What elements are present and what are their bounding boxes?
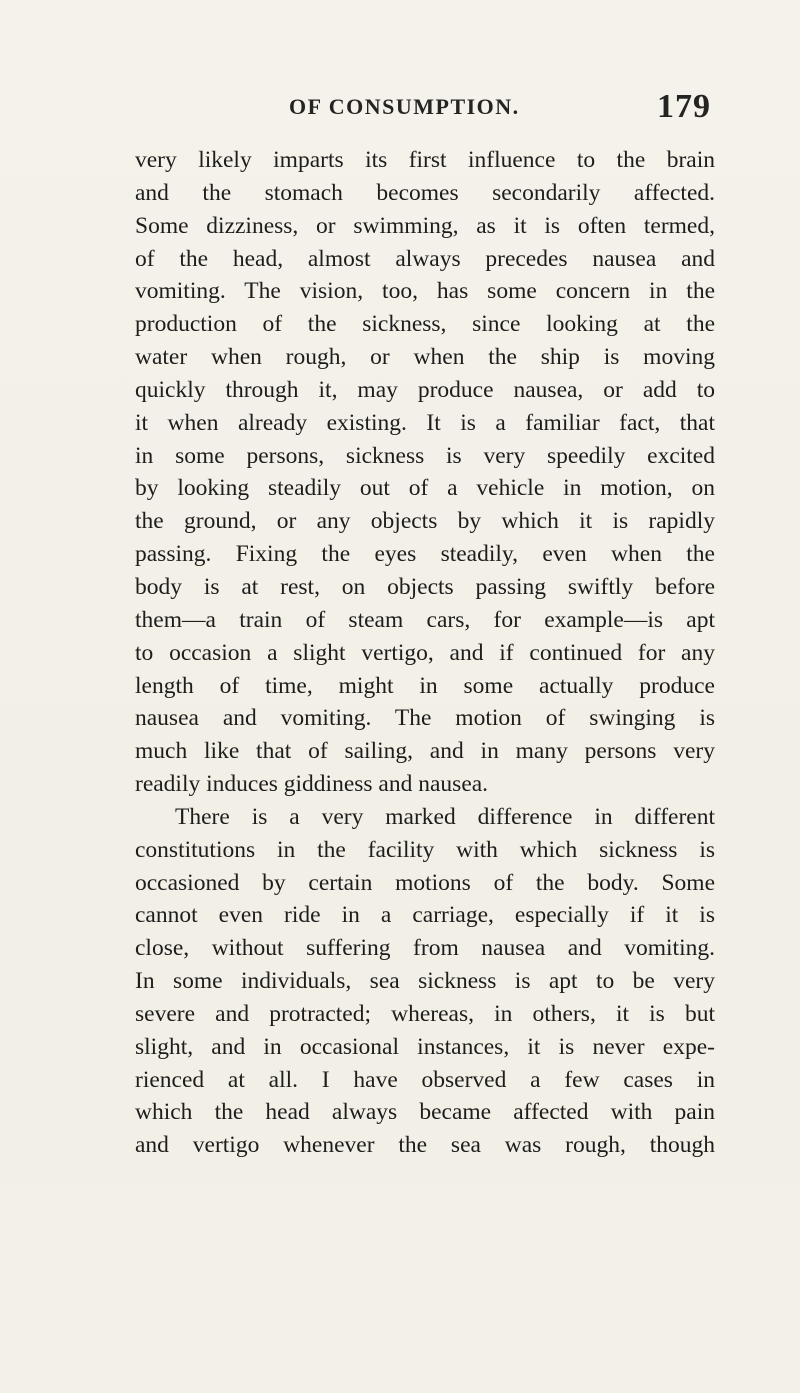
running-title: OF CONSUMPTION. xyxy=(289,94,520,119)
text-line: water when rough, or when the ship is moving xyxy=(135,344,715,371)
text-line: slight, and in occasional instances, it is never expe- xyxy=(135,1033,715,1060)
text-line: it when already existing. It is a familiar fact, that xyxy=(135,409,715,436)
text-line: nausea and vomiting. The motion of swinging is xyxy=(135,705,715,732)
text-line: body is at rest, on objects passing swiftly before xyxy=(135,573,715,600)
text-line: There is a very marked difference in different xyxy=(175,803,715,830)
text-line: cannot even ride in a carriage, especially if it is xyxy=(135,902,715,929)
text-line: the ground, or any objects by which it is rapidly xyxy=(135,508,715,535)
text-line: readily induces giddiness and nausea. xyxy=(135,771,489,798)
text-line: to occasion a slight vertigo, and if continued for any xyxy=(135,639,715,666)
text-line: much like that of sailing, and in many persons very xyxy=(135,738,715,765)
paragraph-2 xyxy=(135,801,715,1162)
text-line: close, without suffering from nausea and vomiting. xyxy=(135,935,715,962)
text-line: and vertigo whenever the sea was rough, though xyxy=(135,1132,715,1159)
text-line: severe and protracted; whereas, in others, it is but xyxy=(135,1000,715,1027)
text-line: in some persons, sickness is very speedily excited xyxy=(135,442,715,469)
text-line: vomiting. The vision, too, has some concern in the xyxy=(135,278,715,305)
text-line: production of the sickness, since looking at the xyxy=(135,311,715,338)
text-line: quickly through it, may produce nausea, or add to xyxy=(135,376,715,403)
paragraph-1 xyxy=(135,144,715,801)
text-line: In some individuals, sea sickness is apt to be very xyxy=(135,968,715,995)
text-line: passing. Fixing the eyes steadily, even when the xyxy=(135,541,715,568)
text-line: them—a train of steam cars, for example—is apt xyxy=(135,606,715,633)
text-line: Some dizziness, or swimming, as it is often termed, xyxy=(135,212,715,239)
running-head xyxy=(0,88,800,128)
body-text xyxy=(135,144,715,1162)
text-line: constitutions in the facility with which sickness is xyxy=(135,836,715,863)
text-line: and the stomach becomes secondarily affected. xyxy=(135,179,715,206)
text-line: which the head always became affected with pain xyxy=(135,1099,715,1126)
text-line: rienced at all. I have observed a few cases in xyxy=(135,1066,715,1093)
text-line: by looking steadily out of a vehicle in motion, on xyxy=(135,475,715,502)
text-line: occasioned by certain motions of the body. Some xyxy=(135,869,715,896)
text-line: of the head, almost always precedes nausea and xyxy=(135,245,715,272)
text-line: very likely imparts its first influence to the brain xyxy=(135,147,715,173)
page-number: 179 xyxy=(657,88,711,125)
text-line: length of time, might in some actually produce xyxy=(135,672,715,699)
